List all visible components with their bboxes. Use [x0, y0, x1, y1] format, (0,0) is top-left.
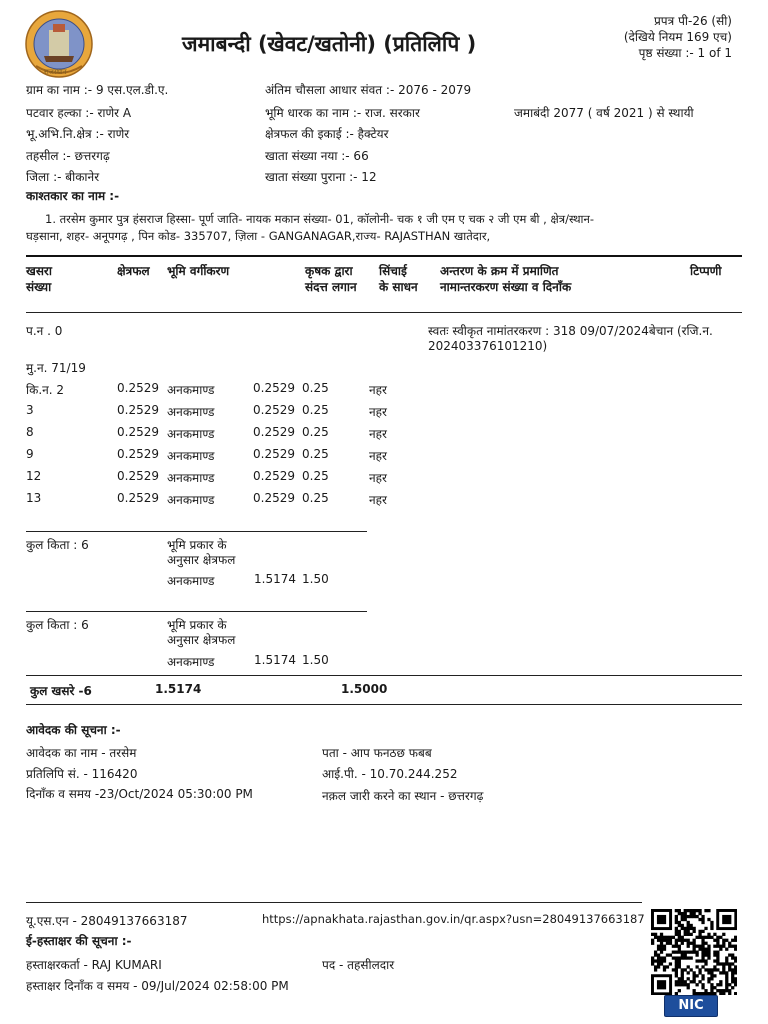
row-rent: 0.25 [302, 447, 329, 461]
row-area2: 0.2529 [253, 469, 295, 483]
tehsil: तहसील :- छत्तरगढ़ [26, 149, 110, 163]
khata-new: खाता संख्या नया :- 66 [265, 149, 369, 163]
verification-link[interactable]: https://apnakhata.rajasthan.gov.in/qr.aspx?usn=28049137663187 [262, 912, 645, 926]
total-label: कुल खसरे -6 [30, 684, 92, 698]
total-top-rule [26, 675, 742, 676]
col-khasra-2: संख्या [26, 280, 52, 294]
row-area: 0.2529 [117, 469, 159, 483]
row-khasra: 3 [26, 403, 34, 417]
signer-name: हस्ताक्षरकर्ता - RAJ KUMARI [26, 958, 162, 972]
mutation-entry-2: 202403376101210) [428, 339, 548, 353]
jamabandi-year: जमाबंदी 2077 ( वर्ष 2021 ) से स्थायी [514, 106, 694, 120]
total-bottom-rule [26, 704, 742, 705]
subtotal-land-class: अनकमाण्ड [167, 655, 215, 669]
page-title: जमाबन्दी (खेवट/खतोनी) (प्रतिलिपि ) [182, 32, 477, 56]
col-rent-1: कृषक द्वारा [305, 264, 353, 278]
row-area: 0.2529 [117, 403, 159, 417]
row-area2: 0.2529 [253, 381, 295, 395]
mutation-entry-1: स्वतः स्वीकृत नामांतरकरण : 318 09/07/2024बेचान (रजि.न. [428, 324, 713, 338]
col-rent-2: संदत्त लगान [305, 280, 357, 294]
subtotal-label-1: भूमि प्रकार के [167, 538, 227, 552]
pn-number: प.न . 0 [26, 324, 63, 338]
total-rent: 1.5000 [341, 682, 388, 696]
issue-datetime: दिनाँक व समय -23/Oct/2024 05:30:00 PM [26, 787, 253, 801]
khata-old: खाता संख्या पुराना :- 12 [265, 170, 377, 184]
copy-number: प्रतिलिपि सं. - 116420 [26, 767, 138, 781]
mn-number: मु.न. 71/19 [26, 361, 86, 375]
row-land-class: अनकमाण्ड [167, 449, 215, 463]
col-mutation-1: अन्तरण के क्रम में प्रमाणित [440, 264, 559, 278]
row-area2: 0.2529 [253, 425, 295, 439]
district: जिला :- बीकानेर [26, 170, 100, 184]
row-irrigation: नहर [369, 471, 387, 485]
subtotal-rent: 1.50 [302, 653, 329, 667]
col-remarks: टिप्पणी [690, 264, 722, 278]
row-irrigation: नहर [369, 383, 387, 397]
row-irrigation: नहर [369, 427, 387, 441]
usn-number: यू.एस.एन - 28049137663187 [26, 914, 188, 928]
patwar-circle: पटवार हल्का :- राणेर A [26, 106, 132, 120]
subtotal-rent: 1.50 [302, 572, 329, 586]
esign-heading: ई-हस्ताक्षर की सूचना :- [26, 934, 132, 948]
row-irrigation: नहर [369, 405, 387, 419]
nic-label: NIC [678, 998, 704, 1013]
ip-address: आई.पी. - 10.70.244.252 [322, 767, 458, 781]
row-irrigation: नहर [369, 493, 387, 507]
row-land-class: अनकमाण्ड [167, 405, 215, 419]
row-area: 0.2529 [117, 381, 159, 395]
row-land-class: अनकमाण्ड [167, 471, 215, 485]
col-irrigation-1: सिंचाई [379, 264, 407, 278]
cultivator-line-2: घड़साना, शहर- अनूपगढ़ , पिन कोड- 335707, ज़िला - GANGANAGAR,राज्य- RAJASTHAN खातेदार, [26, 229, 491, 243]
row-area: 0.2529 [117, 491, 159, 505]
subtotal-area: 1.5174 [254, 572, 296, 586]
row-khasra: 9 [26, 447, 34, 461]
cultivator-line-1: 1. तरसेम कुमार पुत्र हंसराज हिस्सा- पूर्ण जाति- नायक मकान संख्या- 01, कॉलोनी- चक १ जी एम ए चक २ जी एम बी , क्षेत्र/स्थान- [45, 212, 595, 226]
row-area2: 0.2529 [253, 403, 295, 417]
subtotal-rule-1 [26, 531, 367, 532]
subtotal-kita: कुल किता : 6 [26, 618, 89, 632]
subtotal-rule-2 [26, 611, 367, 612]
row-irrigation: नहर [369, 449, 387, 463]
row-area2: 0.2529 [253, 447, 295, 461]
rule-reference: (देखिये नियम 169 एच) [623, 30, 732, 44]
subtotal-label-1: भूमि प्रकार के [167, 618, 227, 632]
form-number: प्रपत्र पी-26 (सी) [653, 14, 732, 28]
total-area: 1.5174 [155, 682, 202, 696]
applicant-heading: आवेदक की सूचना :- [26, 723, 121, 737]
col-area: क्षेत्रफल [117, 264, 150, 278]
row-khasra: 8 [26, 425, 34, 439]
land-holder: भूमि धारक का नाम :- राज. सरकार [265, 106, 420, 120]
signer-designation: पद - तहसीलदार [322, 958, 395, 972]
subtotal-kita: कुल किता : 6 [26, 538, 89, 552]
row-rent: 0.25 [302, 469, 329, 483]
footer-rule [26, 902, 642, 903]
row-land-class: अनकमाण्ड [167, 493, 215, 507]
subtotal-area: 1.5174 [254, 653, 296, 667]
qr-code [651, 909, 737, 995]
col-mutation-2: नामान्तरकरण संख्या व दिनाँक [440, 280, 572, 294]
row-area: 0.2529 [117, 425, 159, 439]
row-rent: 0.25 [302, 491, 329, 505]
row-rent: 0.25 [302, 403, 329, 417]
page-number: पृष्ठ संख्या :- 1 of 1 [638, 46, 732, 60]
table-header-rule [26, 312, 742, 313]
row-land-class: अनकमाण्ड [167, 383, 215, 397]
row-khasra: 13 [26, 491, 42, 505]
area-unit: क्षेत्रफल की इकाई :- हैक्टेयर [265, 127, 389, 141]
last-chausala: अंतिम चौसला आधार संवत :- 2076 - 2079 [265, 83, 472, 97]
col-khasra-1: खसरा [26, 264, 52, 278]
ri-area: भू.अभि.नि.क्षेत्र :- राणेर [26, 127, 130, 141]
issue-place: नक़ल जारी करने का स्थान - छत्तरगढ़ [322, 789, 484, 803]
applicant-address: पता - आप फनठछ फबब [322, 746, 432, 760]
applicant-name: आवेदक का नाम - तरसेम [26, 746, 137, 760]
row-area2: 0.2529 [253, 491, 295, 505]
col-land-class: भूमि वर्गीकरण [167, 264, 230, 278]
subtotal-label-2: अनुसार क्षेत्रफल [167, 553, 236, 567]
row-rent: 0.25 [302, 381, 329, 395]
village-name: ग्राम का नाम :- 9 एस.एल.डी.ए. [26, 83, 169, 97]
subtotal-land-class: अनकमाण्ड [167, 574, 215, 588]
col-irrigation-2: के साधन [379, 280, 418, 294]
row-land-class: अनकमाण्ड [167, 427, 215, 441]
sign-datetime: हस्ताक्षर दिनाँक व समय - 09/Jul/2024 02:58:00 PM [26, 979, 289, 993]
table-top-rule [26, 255, 742, 257]
row-khasra: 12 [26, 469, 42, 483]
seal-caption: राजस्थान [44, 68, 67, 76]
nic-badge [664, 995, 718, 1017]
row-area: 0.2529 [117, 447, 159, 461]
subtotal-label-2: अनुसार क्षेत्रफल [167, 633, 236, 647]
cultivator-heading: काश्तकार का नाम :- [26, 189, 120, 203]
row-rent: 0.25 [302, 425, 329, 439]
row-khasra: कि.न. 2 [26, 383, 65, 397]
